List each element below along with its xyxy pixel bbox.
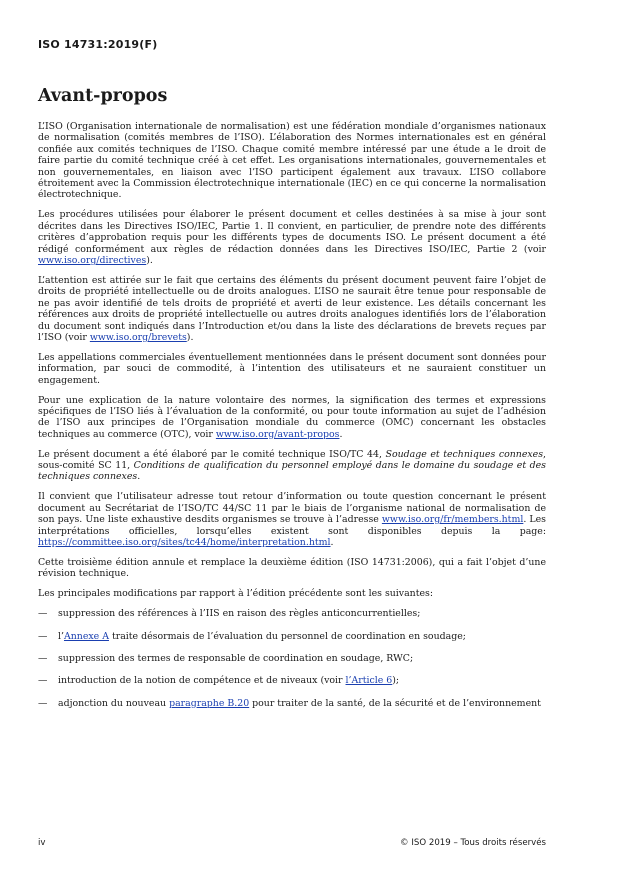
paragraph: Les procédures utilisées pour élaborer le présent document et celles destinées à sa mise à jour sont décrites dans les Directives ISO/IEC, Partie 1. Il convient, en particulier, de prendre note des différents critères d’approbation requis pour les différents types de documents ISO. Le présent document a été rédigé conformément aux règles de rédaction données dans les Directives ISO/IEC, Partie 2 (voir www.iso.org/directives). bbox=[38, 209, 546, 266]
document-id: ISO 14731:2019(F) bbox=[38, 38, 158, 51]
members-link[interactable]: www.iso.org/fr/members.html bbox=[381, 514, 524, 526]
page-number: iv bbox=[38, 838, 46, 848]
document-body bbox=[38, 121, 546, 720]
list-item: — suppression des références à l’IIS en raison des règles anticoncurrentielles; bbox=[38, 608, 421, 620]
brevets-link[interactable]: www.iso.org/brevets bbox=[89, 331, 187, 343]
directives-link[interactable]: www.iso.org/directives bbox=[38, 254, 147, 266]
page-title: Avant-propos bbox=[38, 86, 168, 106]
list-item: — l’Annexe A traite désormais de l’évaluation du personnel de coordination en soudage; bbox=[38, 630, 466, 642]
list-item: — suppression des termes de responsable de coordination en soudage, RWC; bbox=[38, 652, 414, 664]
paragraph: Le présent document a été élaboré par le comité technique ISO/TC 44, Soudage et techniques connexes, sous-comité SC 11, Conditions de qualification du personnel employé dans le domaine du soudage et des techniques connexes. bbox=[38, 448, 546, 483]
paragraph: Pour une explication de la nature volontaire des normes, la signification des termes et expressions spécifiques de l’ISO liés à l’évaluation de la conformité, ou pour toute information au sujet de l’adhésion de l’ISO aux principes de l’Organisation mondiale du commerce (OMC) concernant les obstacles techniques au commerce (OTC), voir www.iso.org/avant-propos. bbox=[38, 394, 546, 440]
paragraphe-b20-link[interactable]: paragraphe B.20 bbox=[169, 697, 250, 709]
annexe-a-link[interactable]: Annexe A bbox=[63, 630, 109, 642]
avant-propos-link[interactable]: www.iso.org/avant-propos bbox=[215, 428, 340, 440]
copyright-notice: © ISO 2019 – Tous droits réservés bbox=[400, 838, 546, 848]
paragraph: Les principales modifications par rapport à l’édition précédente sont les suivantes: bbox=[38, 588, 433, 600]
paragraph: L’ISO (Organisation internationale de normalisation) est une fédération mondiale d’organismes nationaux de normalisation (comités membres de l’ISO). L’élaboration des Normes internationales est en général confiée aux comités techniques de l’ISO. Chaque comité membre intéressé par une étude a le droit de faire partie du comité technique créé à cet effet. Les organisations internationales, gouvernementales et non gouvernementales, en liaison avec l’ISO participent également aux travaux. L’ISO collabore étroitement avec la Commission électrotechnique internationale (IEC) en ce qui concerne la normalisation électrotechnique. bbox=[38, 121, 546, 201]
page-footer bbox=[38, 838, 546, 848]
paragraph: Il convient que l’utilisateur adresse tout retour d’information ou toute question concernant le présent document au Secrétariat de l’ISO/TC 44/SC 11 par le biais de l’organisme national de normalisation de son pays. Une liste exhaustive desdits organismes se trouve à l’adresse www.iso.org/fr/members.html. Les interprétations officielles, lorsqu’elles existent sont disponibles depuis la page: https://committee.iso.org/sites/tc44/home/interpretation.html. bbox=[38, 491, 546, 548]
paragraph: Les appellations commerciales éventuellement mentionnées dans le présent document sont données pour information, par souci de commodité, à l’intention des utilisateurs et ne sauraient constituer un engagement. bbox=[38, 351, 546, 386]
list-item: — introduction de la notion de compétence et de niveaux (voir l’Article 6); bbox=[38, 675, 400, 687]
paragraph: L’attention est attirée sur le fait que certains des éléments du présent document peuvent faire l’objet de droits de propriété intellectuelle ou de droits analogues. L’ISO ne saurait être tenue pour responsable de ne pas avoir identifié de tels droits de propriété et averti de leur existence. Les détails concernant les références aux droits de propriété intellectuelle ou autres droits analogues identifiés lors de l’élaboration du document sont indiqués dans l’Introduction et/ou dans la liste des déclarations de brevets reçues par l’ISO (voir www.iso.org/brevets). bbox=[38, 274, 546, 343]
paragraph: Cette troisième édition annule et remplace la deuxième édition (ISO 14731:2006), qui a fait l’objet d’une révision technique. bbox=[38, 556, 546, 580]
interpretation-link[interactable]: https://committee.iso.org/sites/tc44/home/interpretation.html bbox=[38, 537, 331, 548]
article-6-link[interactable]: l’Article 6 bbox=[345, 675, 393, 687]
list-item: — adjonction du nouveau paragraphe B.20 pour traiter de la santé, de la sécurité et de l’environnement bbox=[38, 697, 541, 709]
